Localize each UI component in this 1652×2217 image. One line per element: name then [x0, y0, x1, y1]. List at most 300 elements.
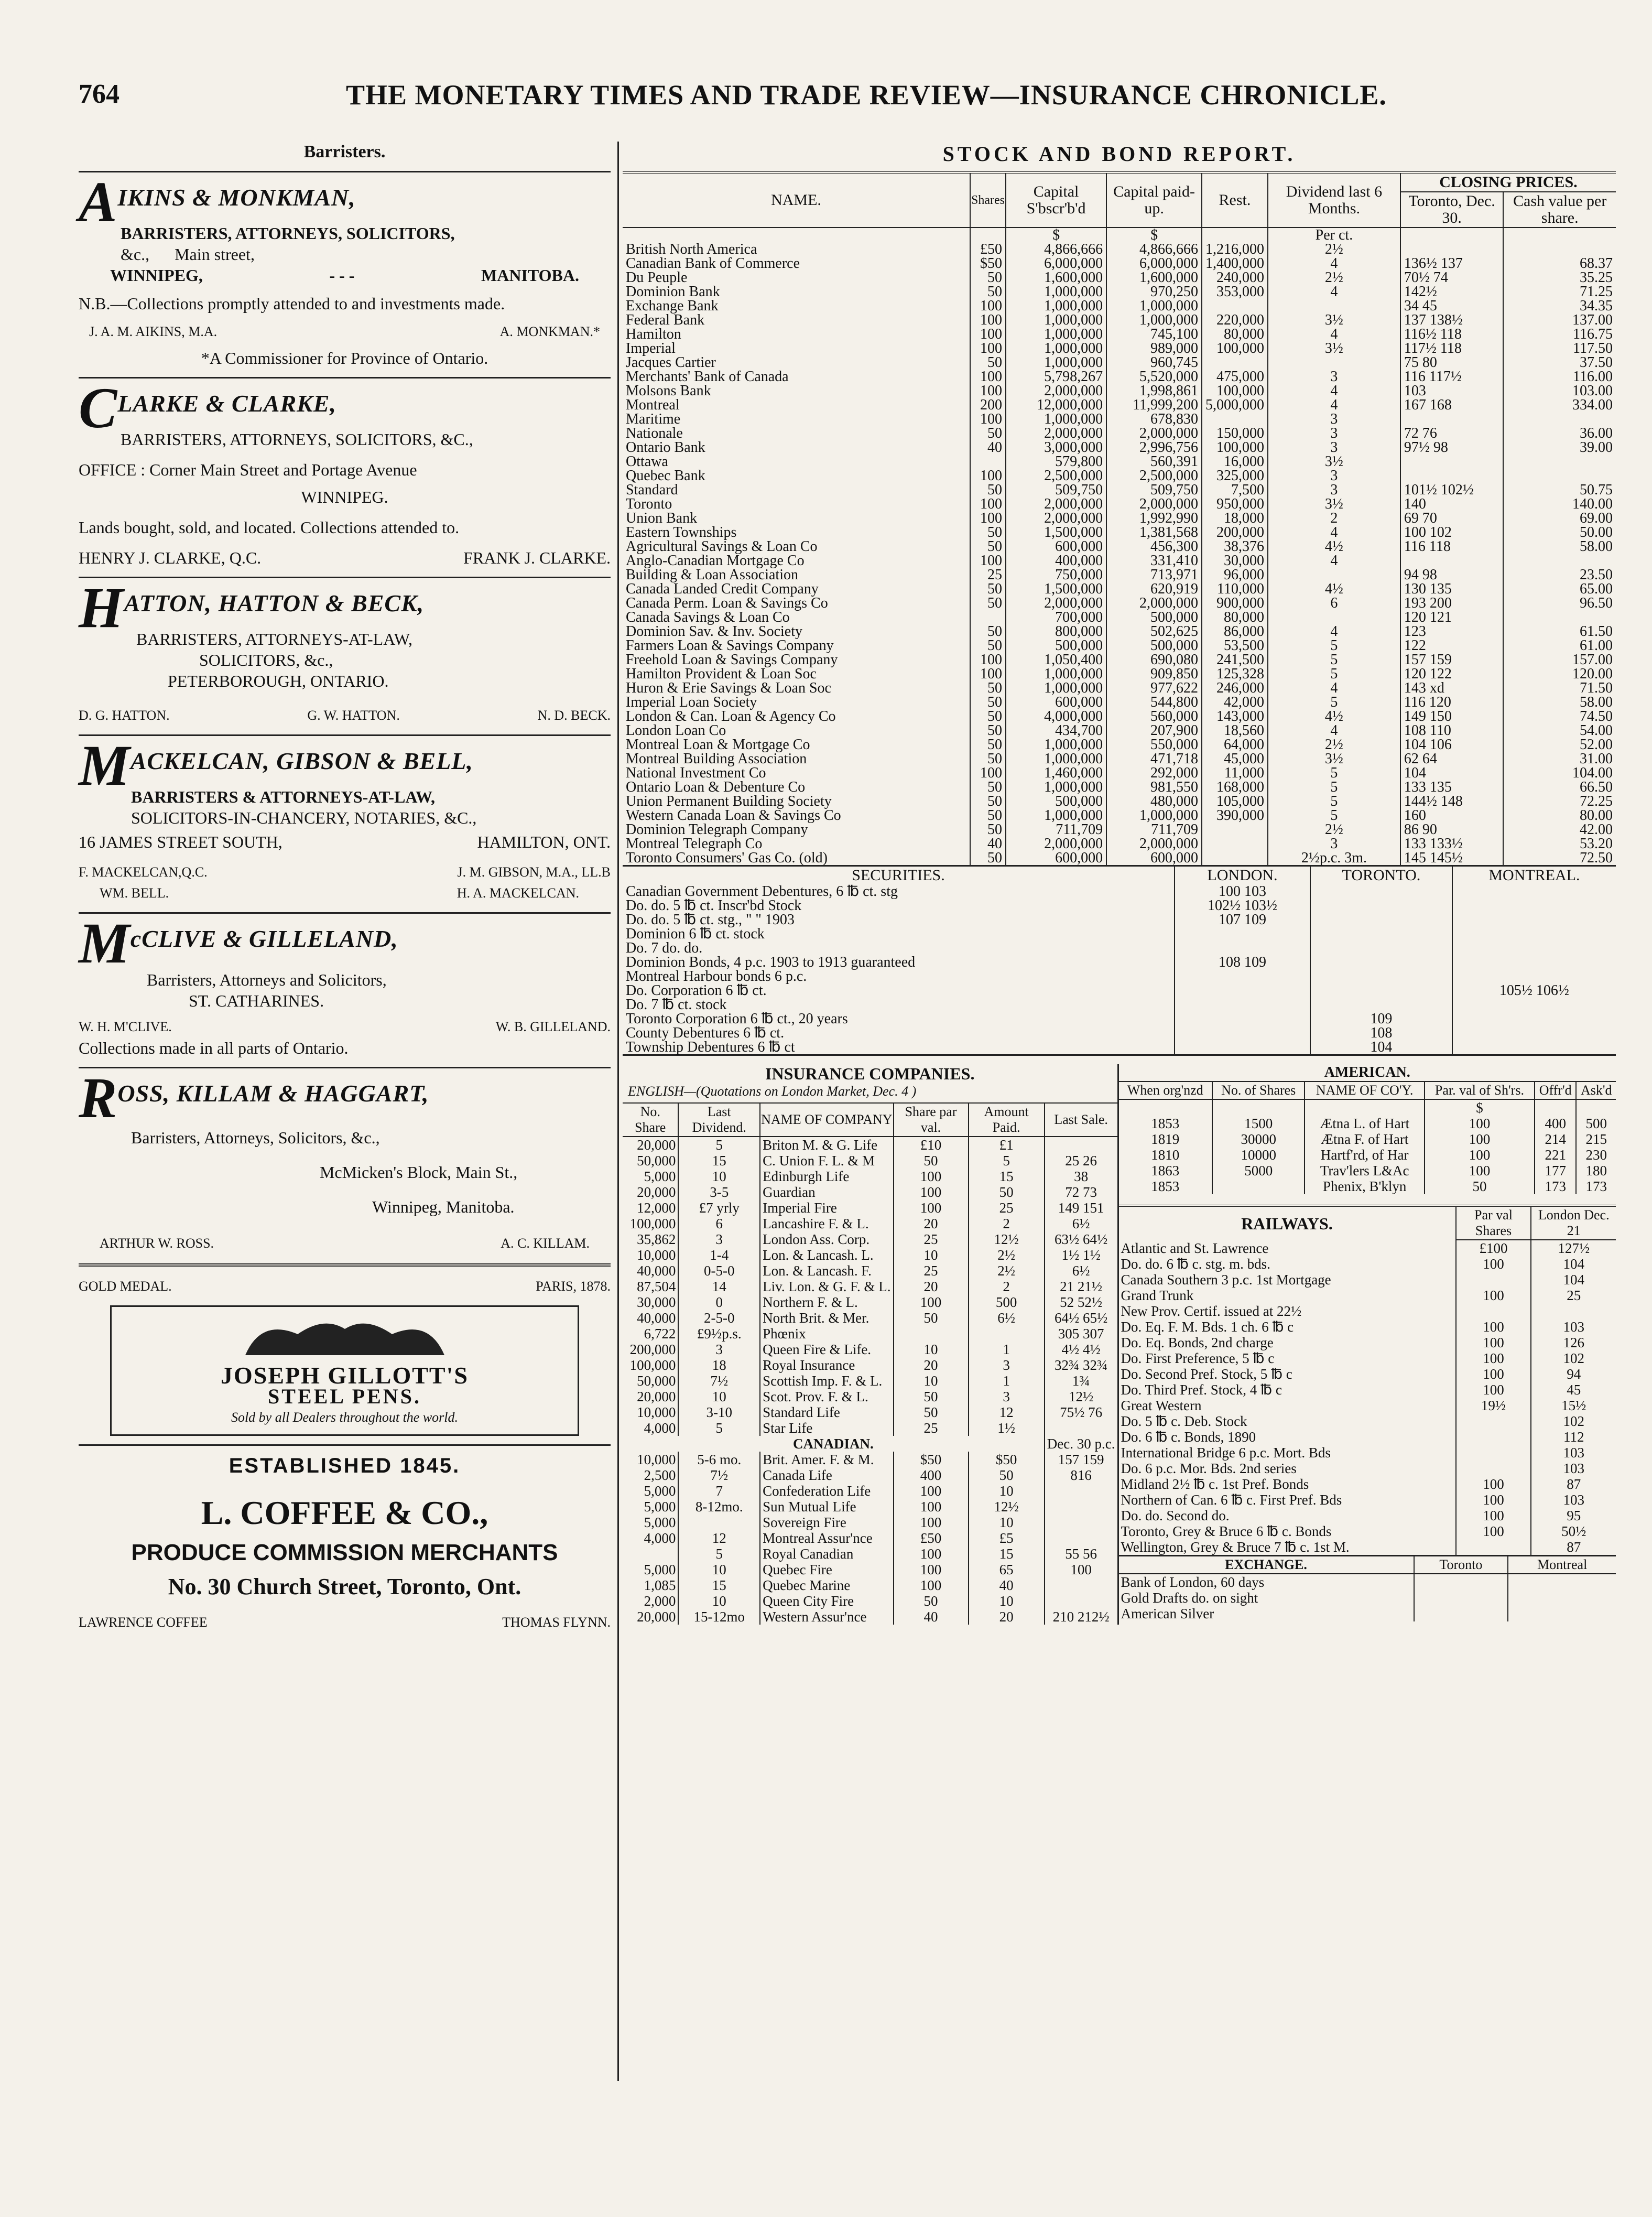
stock-cell: 981,550 [1106, 780, 1202, 794]
stock-cell: 35.25 [1503, 271, 1616, 285]
stock-row [623, 766, 1616, 780]
stock-cell: 4 [1268, 256, 1400, 271]
american-table [1119, 1081, 1616, 1194]
railway-cell [1456, 1413, 1531, 1429]
col-header: NAME OF COMPANY [760, 1103, 893, 1137]
col-header: Montreal [1508, 1556, 1616, 1574]
railway-cell: New Prov. Certif. issued at 22½ [1121, 1303, 1302, 1319]
stock-cell: 58.00 [1503, 539, 1616, 554]
stock-cell: 5 [1268, 766, 1400, 780]
stock-cell: 12,000,000 [1006, 398, 1106, 412]
railway-cell: 100 [1456, 1476, 1531, 1492]
stock-cell: 80,000 [1202, 327, 1268, 341]
stock-cell: 104.00 [1503, 766, 1616, 780]
stock-cell: 69.00 [1503, 511, 1616, 525]
stock-cell: 103 [1400, 384, 1503, 398]
securities-cell [1452, 884, 1616, 899]
insurance-cell: Sovereign Fire [760, 1515, 893, 1530]
col-header: Cash value per share. [1503, 192, 1616, 228]
insurance-cell: 20 [969, 1609, 1045, 1625]
insurance-cell: Quebec Fire [760, 1562, 893, 1577]
insurance-cell: 5 [678, 1137, 760, 1153]
stock-cell: 2½ [1268, 242, 1400, 256]
stock-cell: 2½ [1268, 271, 1400, 285]
stock-cell: 104 106 [1400, 738, 1503, 752]
stock-cell: 989,000 [1106, 341, 1202, 355]
insurance-cell: 1 [969, 1373, 1045, 1389]
stock-cell: Ottawa [626, 453, 668, 470]
american-cell: 215 [1576, 1131, 1616, 1147]
stock-cell: 136½ 137 [1400, 256, 1503, 271]
firm-line: Main street, [175, 245, 255, 264]
col-header: NAME OF CO'Y. [1305, 1082, 1425, 1099]
stock-cell: 144½ 148 [1400, 794, 1503, 808]
stock-cell: 40 [970, 837, 1006, 851]
stock-cell: 100 [970, 653, 1006, 667]
stock-cell: 2,500,000 [1006, 469, 1106, 483]
stock-cell: Canada Perm. Loan & Savings Co [626, 595, 828, 611]
insurance-cell: 25 [894, 1420, 969, 1436]
stock-cell: 100 [970, 497, 1006, 511]
stock-cell [1400, 554, 1503, 568]
insurance-cell: Royal Insurance [760, 1357, 893, 1373]
stock-cell: 5 [1268, 695, 1400, 709]
stock-cell: 2,000,000 [1006, 511, 1106, 525]
stock-cell: 475,000 [1202, 370, 1268, 384]
stock-row [623, 837, 1616, 851]
securities-cell: Do. 7 ℔ ct. stock [626, 997, 727, 1013]
stock-cell: 1,992,990 [1106, 511, 1202, 525]
insurance-cell: 400 [894, 1467, 969, 1483]
insurance-cell: 52 52½ [1045, 1294, 1117, 1310]
stock-cell: 1,000,000 [1006, 808, 1106, 823]
insurance-cell: 4,000 [644, 1530, 676, 1546]
insurance-cell: 1,085 [644, 1577, 676, 1593]
railway-row [1119, 1539, 1616, 1555]
stock-cell: 509,750 [1106, 483, 1202, 497]
insurance-cell: Royal Canadian [760, 1546, 893, 1562]
stock-cell: 550,000 [1106, 738, 1202, 752]
insurance-cell: 2,500 [644, 1467, 676, 1483]
stock-cell: 2,000,000 [1006, 837, 1106, 851]
stock-cell: 560,000 [1106, 709, 1202, 723]
insurance-cell: 5 [969, 1153, 1045, 1169]
railway-cell [1456, 1445, 1531, 1461]
american-row [1119, 1178, 1616, 1194]
insurance-row [623, 1169, 1117, 1184]
insurance-cell: 1 [969, 1342, 1045, 1357]
exchange-table [1119, 1555, 1616, 1621]
american-cell: Phenix, B'klyn [1305, 1178, 1425, 1194]
exchange-cell [1414, 1606, 1508, 1621]
insurance-cell: 35,862 [637, 1231, 676, 1247]
unit-cell [1119, 1099, 1212, 1116]
stock-cell: 3 [1268, 412, 1400, 426]
firm-note: N.B.—Collections promptly attended to and investments made. [79, 294, 505, 313]
stock-row [623, 667, 1616, 681]
stock-cell: Dominion Sav. & Inv. Society [626, 623, 803, 640]
railway-cell: 19½ [1456, 1398, 1531, 1413]
firm-line: SOLICITORS-IN-CHANCERY, NOTARIES, &C., [131, 808, 477, 827]
insurance-cell: 38 [1045, 1169, 1117, 1184]
stock-cell [1268, 610, 1400, 624]
stock-cell: 5 [1268, 808, 1400, 823]
american-row [1119, 1116, 1616, 1131]
stock-cell: 292,000 [1106, 766, 1202, 780]
insurance-cell: 20,000 [637, 1389, 676, 1404]
insurance-cell: 100 [894, 1169, 969, 1184]
stock-cell: Union Bank [626, 510, 698, 526]
exchange-row [1119, 1590, 1616, 1606]
insurance-cell: 65 [969, 1562, 1045, 1577]
stock-cell: 145 145½ [1400, 851, 1503, 865]
insurance-cell: 10 [894, 1342, 969, 1357]
railway-row [1119, 1492, 1616, 1508]
insurance-cell: 5 [678, 1420, 760, 1436]
american-cell: 230 [1576, 1147, 1616, 1163]
unit-cell [1576, 1099, 1616, 1116]
stock-cell: 970,250 [1106, 285, 1202, 299]
partner-name: A. MONKMAN.* [499, 324, 600, 339]
railway-cell: Atlantic and St. Lawrence [1121, 1240, 1269, 1256]
firm-line: &c., [121, 245, 150, 264]
stock-row [623, 426, 1616, 440]
stock-cell: 11,999,200 [1106, 398, 1202, 412]
insurance-row [623, 1530, 1117, 1546]
stock-cell: 100 [970, 299, 1006, 313]
stock-cell: 157 159 [1400, 653, 1503, 667]
stock-cell: 50 [970, 695, 1006, 709]
stock-cell: 5 [1268, 653, 1400, 667]
railway-cell: 127½ [1531, 1240, 1616, 1256]
stock-row [623, 539, 1616, 554]
railway-cell: 94 [1531, 1366, 1616, 1382]
stock-cell: 23.50 [1503, 568, 1616, 582]
stock-cell: 1,600,000 [1006, 271, 1106, 285]
stock-cell [1202, 299, 1268, 313]
partner-name: LAWRENCE COFFEE [79, 1615, 208, 1630]
stock-cell: 34.35 [1503, 299, 1616, 313]
stock-cell: 64,000 [1202, 738, 1268, 752]
railway-cell: 100 [1456, 1319, 1531, 1335]
insurance-cell: 50 [894, 1593, 969, 1609]
securities-cell: 107 109 [1175, 913, 1310, 927]
insurance-cell: 50,000 [637, 1153, 676, 1169]
stock-cell: Dominion Bank [626, 284, 720, 300]
stock-cell: 700,000 [1006, 610, 1106, 624]
partner-name: G. W. HATTON. [307, 708, 400, 723]
railway-row [1119, 1350, 1616, 1366]
insurance-cell: Quebec Marine [760, 1577, 893, 1593]
insurance-cell: 7½ [678, 1467, 760, 1483]
stock-cell: 62 64 [1400, 752, 1503, 766]
insurance-cell: 75½ 76 [1045, 1404, 1117, 1420]
railway-cell: 100 [1456, 1335, 1531, 1350]
stock-cell: Western Canada Loan & Savings Co [626, 807, 841, 824]
col-header: Rest. [1202, 174, 1268, 228]
insurance-cell: 10 [678, 1562, 760, 1577]
unit-cell [1305, 1099, 1425, 1116]
american-row [1119, 1131, 1616, 1147]
stock-cell: Hamilton Provident & Loan Soc [626, 666, 817, 682]
insurance-cell: 18 [678, 1357, 760, 1373]
stock-cell: 4½ [1268, 709, 1400, 723]
insurance-cell: 200,000 [629, 1342, 676, 1357]
insurance-cell: Liv. Lon. & G. F. & L. [760, 1279, 893, 1294]
stock-cell: Imperial [626, 340, 676, 356]
stock-cell: 334.00 [1503, 398, 1616, 412]
stock-cell: 4 [1268, 285, 1400, 299]
insurance-cell: 6½ [1045, 1263, 1117, 1279]
firm-line: BARRISTERS, ATTORNEYS, SOLICITORS, [121, 224, 455, 243]
stock-cell: 6,000,000 [1106, 256, 1202, 271]
securities-cell: Montreal Harbour bonds 6 p.c. [626, 968, 807, 985]
railway-cell [1456, 1303, 1531, 1319]
american-cell: 221 [1535, 1147, 1577, 1163]
stock-cell: 50 [970, 355, 1006, 370]
stock-cell [970, 455, 1006, 469]
exchange-cell [1414, 1590, 1508, 1606]
stock-cell: 104 [1400, 766, 1503, 780]
stock-cell: Imperial Loan Society [626, 694, 757, 710]
stock-cell: 94 98 [1400, 568, 1503, 582]
col-header: Offr'd [1535, 1082, 1577, 1099]
stock-cell: Exchange Bank [626, 298, 719, 314]
stock-cell: 620,919 [1106, 582, 1202, 596]
canadian-date: Dec. 30 p.c. [1045, 1436, 1117, 1452]
insurance-row [623, 1483, 1117, 1499]
railway-cell: 112 [1531, 1429, 1616, 1445]
stock-cell: 4½ [1268, 582, 1400, 596]
stock-cell: 1,998,861 [1106, 384, 1202, 398]
stock-cell: 50 [970, 723, 1006, 738]
stock-cell: 2½ [1268, 738, 1400, 752]
drop-initial: H [79, 576, 124, 640]
insurance-cell: 2 [969, 1279, 1045, 1294]
insurance-cell: 12½ [1045, 1389, 1117, 1404]
stock-row [623, 653, 1616, 667]
insurance-cell: 25 26 [1045, 1153, 1117, 1169]
insurance-subtitle: ENGLISH—(Quotations on London Market, Dec. 4 ) [628, 1084, 917, 1099]
insurance-cell: Sun Mutual Life [760, 1499, 893, 1515]
securities-cell [1310, 899, 1452, 913]
stock-cell: 353,000 [1202, 285, 1268, 299]
securities-cell [1310, 969, 1452, 983]
stock-cell: Toronto Consumers' Gas Co. (old) [626, 850, 828, 866]
insurance-title: INSURANCE COMPANIES. [765, 1064, 975, 1083]
insurance-cell: 3-5 [678, 1184, 760, 1200]
american-cell: 50 [1425, 1178, 1535, 1194]
stock-cell: 100 [970, 554, 1006, 568]
stock-cell: Federal Bank [626, 312, 705, 328]
stock-cell: Merchants' Bank of Canada [626, 369, 789, 385]
stock-cell: 130 135 [1400, 582, 1503, 596]
insurance-row [623, 1389, 1117, 1404]
insurance-cell: 3 [678, 1231, 760, 1247]
insurance-cell: Edinburgh Life [760, 1169, 893, 1184]
firm-line: BARRISTERS & ATTORNEYS-AT-LAW, [131, 787, 436, 806]
stock-cell: 116 120 [1400, 695, 1503, 709]
partner-name: H. A. MACKELCAN. [457, 885, 579, 901]
firm-title: ATTON, HATTON & BECK, [124, 590, 425, 617]
stock-cell: £50 [970, 242, 1006, 256]
insurance-cell: Queen City Fire [760, 1593, 893, 1609]
railway-cell: 103 [1531, 1461, 1616, 1476]
stock-cell: 72.25 [1503, 794, 1616, 808]
stock-cell: 74.50 [1503, 709, 1616, 723]
stock-cell: 1,000,000 [1106, 299, 1202, 313]
insurance-cell: 10,000 [637, 1247, 676, 1263]
stock-cell: 75 80 [1400, 355, 1503, 370]
exchange-row [1119, 1574, 1616, 1590]
american-cell: 100 [1425, 1116, 1535, 1131]
stock-cell: 100,000 [1202, 384, 1268, 398]
firm-line: BARRISTERS, ATTORNEYS-AT-LAW, [136, 630, 412, 648]
stock-cell: 45,000 [1202, 752, 1268, 766]
stock-cell [1400, 242, 1503, 256]
railway-cell: Do. do. Second do. [1121, 1508, 1230, 1523]
stock-cell: 2,000,000 [1106, 497, 1202, 511]
stock-row [623, 384, 1616, 398]
insurance-row [623, 1263, 1117, 1279]
stock-cell: 50 [970, 808, 1006, 823]
american-cell: 1853 [1151, 1116, 1180, 1131]
stock-cell: 140 [1400, 497, 1503, 511]
stock-cell: 167 168 [1400, 398, 1503, 412]
stock-cell: 1,460,000 [1006, 766, 1106, 780]
stock-cell: 500,000 [1006, 639, 1106, 653]
securities-row [623, 1026, 1616, 1040]
insurance-cell: Queen Fire & Life. [760, 1342, 893, 1357]
railway-row [1119, 1382, 1616, 1398]
stock-cell: 1,000,000 [1006, 681, 1106, 695]
insurance-cell: 20 [894, 1216, 969, 1231]
securities-cell [1175, 998, 1310, 1012]
insurance-cell: Montreal Assur'nce [760, 1530, 893, 1546]
securities-cell: Dominion 6 ℔ ct. stock [626, 926, 765, 942]
stock-cell: 2,000,000 [1106, 837, 1202, 851]
railway-cell: 100 [1456, 1523, 1531, 1539]
insurance-cell: 50,000 [637, 1373, 676, 1389]
insurance-cell: 50 [894, 1389, 969, 1404]
insurance-cell [1045, 1530, 1117, 1546]
railway-cell: Do. First Preference, 5 ℔ c [1121, 1350, 1275, 1366]
stock-cell: 50.75 [1503, 483, 1616, 497]
stock-cell: 3 [1268, 483, 1400, 497]
unit-cell: $ [1425, 1099, 1535, 1116]
city: ST. CATHARINES. [189, 991, 324, 1010]
railway-row [1119, 1366, 1616, 1382]
stock-cell: 122 [1400, 639, 1503, 653]
insurance-row [623, 1515, 1117, 1530]
securities-row [623, 1040, 1616, 1055]
stock-cell: Montreal Loan & Mortgage Co [626, 737, 810, 753]
stock-cell: 193 200 [1400, 596, 1503, 610]
stock-cell: 50 [970, 780, 1006, 794]
insurance-row [623, 1420, 1117, 1436]
firm-line: Barristers, Attorneys and Solicitors, [147, 970, 387, 989]
insurance-cell: 100 [894, 1562, 969, 1577]
col-header: Last Sale. [1045, 1103, 1117, 1137]
insurance-cell: 6 [678, 1216, 760, 1231]
securities-cell [1452, 941, 1616, 955]
stock-cell: 120 121 [1400, 610, 1503, 624]
stock-row [623, 582, 1616, 596]
insurance-table [623, 1102, 1117, 1625]
partner-name: J. A. M. AIKINS, M.A. [89, 324, 218, 339]
stock-cell: 579,800 [1006, 455, 1106, 469]
stock-cell [1503, 242, 1616, 256]
railway-cell: 100 [1456, 1256, 1531, 1272]
railway-cell: 45 [1531, 1382, 1616, 1398]
partner-name: HENRY J. CLARKE, Q.C. [79, 548, 262, 567]
stock-cell: 5 [1268, 780, 1400, 794]
insurance-cell: 500 [969, 1294, 1045, 1310]
insurance-cell: 100 [894, 1499, 969, 1515]
stock-cell: 331,410 [1106, 554, 1202, 568]
insurance-cell: 2½ [969, 1247, 1045, 1263]
stock-cell [1202, 355, 1268, 370]
insurance-row [623, 1373, 1117, 1389]
stock-cell: Ontario Loan & Debenture Co [626, 779, 806, 795]
firm-note: Collections made in all parts of Ontario. [79, 1039, 349, 1057]
stock-cell: 4 [1268, 525, 1400, 539]
railway-row [1119, 1476, 1616, 1492]
securities-cell [1452, 969, 1616, 983]
insurance-row [623, 1452, 1117, 1467]
col-header: Capital paid-up. [1106, 174, 1202, 228]
exchange-cell [1508, 1606, 1616, 1621]
insurance-cell: 157 159 [1045, 1452, 1117, 1467]
stock-row [623, 299, 1616, 313]
page-title: THE MONETARY TIMES AND TRADE REVIEW—INSURANCE CHRONICLE. [346, 79, 1387, 111]
railway-cell: Do. Eq. Bonds, 2nd charge [1121, 1335, 1274, 1350]
stock-cell: 38,376 [1202, 539, 1268, 554]
stock-cell: 31.00 [1503, 752, 1616, 766]
stock-cell [1202, 837, 1268, 851]
stock-cell: 116.00 [1503, 370, 1616, 384]
insurance-row [623, 1357, 1117, 1373]
exchange-cell [1508, 1574, 1616, 1590]
railway-cell: Do. do. 6 ℔ c. stg. m. bds. [1121, 1256, 1270, 1272]
insurance-row [623, 1247, 1117, 1263]
stock-cell: 1,381,568 [1106, 525, 1202, 539]
partner-name: WM. BELL. [100, 885, 169, 901]
insurance-cell: 816 [1045, 1467, 1117, 1483]
railways-table [1119, 1207, 1616, 1555]
securities-cell: Do. do. 5 ℔ ct. Inscr'bd Stock [626, 897, 802, 914]
railway-cell: 102 [1531, 1350, 1616, 1366]
stock-cell: Huron & Erie Savings & Loan Soc [626, 680, 831, 696]
stock-cell: 116 117½ [1400, 370, 1503, 384]
insurance-cell: 40,000 [637, 1310, 676, 1326]
stock-cell: Union Permanent Building Society [626, 793, 832, 809]
railway-cell [1531, 1303, 1616, 1319]
stock-cell: 1,500,000 [1006, 582, 1106, 596]
stock-cell: Standard [626, 482, 678, 498]
securities-row [623, 927, 1616, 941]
stock-cell: 1,000,000 [1006, 355, 1106, 370]
securities-cell [1175, 927, 1310, 941]
stock-cell: 246,000 [1202, 681, 1268, 695]
stock-cell: 100,000 [1202, 440, 1268, 455]
canadian-heading: CANADIAN. [793, 1436, 874, 1452]
stock-cell: 2 [1268, 511, 1400, 525]
securities-cell: 104 [1310, 1040, 1452, 1055]
card-mcclive [79, 911, 611, 1058]
province: MANITOBA. [481, 266, 579, 285]
firm-title: IKINS & MONKMAN, [117, 184, 356, 211]
